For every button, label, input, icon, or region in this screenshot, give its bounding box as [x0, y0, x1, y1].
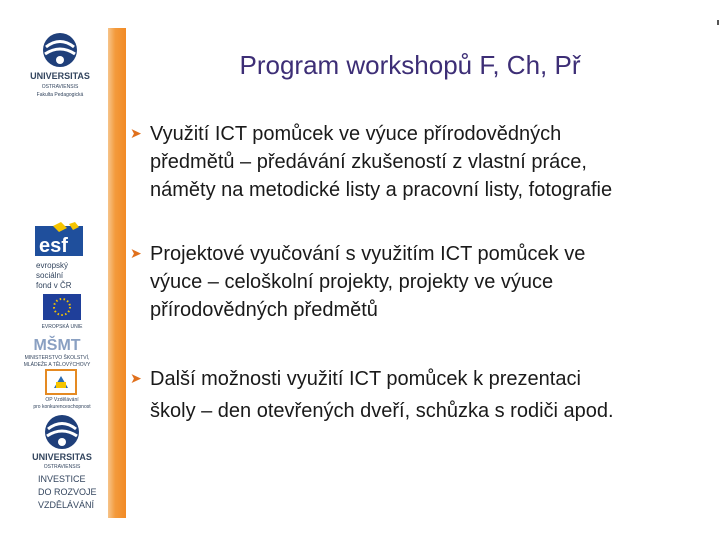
eu-caption: EVROPSKÁ UNIE: [41, 324, 83, 330]
bullet-2-line-2: výuce – celoškolní projekty, projekty ve výuce: [150, 271, 554, 293]
slogan-logo: [30, 470, 100, 518]
bullet-arrow-icon: ➤: [130, 125, 142, 141]
slogan-line2: DO ROZVOJE: [38, 487, 97, 497]
university-logo-top: [20, 30, 100, 108]
bullet-2: [130, 239, 700, 324]
esf-line1: evropský: [36, 261, 69, 270]
university-name: UNIVERSITAS: [30, 71, 90, 81]
bullet-2-line-1: Projektové vyučování s využitím ICT pomůcek ve: [150, 243, 586, 265]
op-caption2: pro konkurenceschopnost: [33, 404, 91, 410]
msmt-mark: MŠMT: [33, 337, 81, 354]
eu-flag-icon: [43, 294, 81, 320]
slide-title: Program workshopů F, Ch, Př: [239, 50, 581, 80]
bullet-1-line-2: předmětů – předávání zkušeností z vlastní práce,: [150, 151, 587, 173]
bullet-3-line-2: školy – den otevřených dveří, schůzka s rodiči apod.: [150, 400, 614, 422]
eu-flag-logo: [38, 294, 88, 330]
bullet-1-line-3: náměty na metodické listy a pracovní listy, fotografie: [150, 179, 613, 201]
bullet-2-line-3: přírodovědných předmětů: [150, 299, 378, 321]
msmt-logo: [14, 330, 100, 370]
university-logo-bottom: [22, 412, 102, 470]
bullet-3-line-1: Další možnosti využití ICT pomůcek k prezentaci: [150, 368, 581, 390]
esf-line3: fond v ČR: [36, 281, 72, 290]
university-sub1: OSTRAVIENSIS: [41, 84, 79, 90]
msmt-caption1: MINISTERSTVO ŠKOLSTVÍ,: [24, 355, 90, 361]
bullet-arrow-icon: ➤: [130, 370, 142, 386]
slogan-line3: VZDĚLÁVÁNÍ: [38, 500, 95, 510]
bullet-3: [130, 364, 700, 425]
university-sub2: Fakulta Pedagogická: [36, 92, 84, 98]
esf-logo: [33, 222, 93, 294]
corner-mark: [717, 20, 719, 25]
university-bottom-name: UNIVERSITAS: [32, 452, 92, 462]
op-vk-logo: [24, 368, 100, 412]
op-caption1: OP Vzdělávání: [45, 397, 79, 403]
university-bottom-sub1: OSTRAVIENSIS: [43, 464, 81, 470]
bullet-arrow-icon: ➤: [130, 245, 142, 261]
bullet-1: [130, 119, 700, 204]
esf-line2: sociální: [36, 271, 64, 280]
slogan-line1: INVESTICE: [38, 474, 86, 484]
bullet-1-line-1: Využití ICT pomůcek ve výuce přírodovědných: [150, 123, 562, 145]
esf-mark: esf: [39, 235, 68, 257]
msmt-caption2: MLÁDEŽE A TĚLOVÝCHOVY: [23, 362, 91, 368]
logo-sidebar: [0, 0, 110, 540]
accent-bar: [108, 28, 126, 518]
